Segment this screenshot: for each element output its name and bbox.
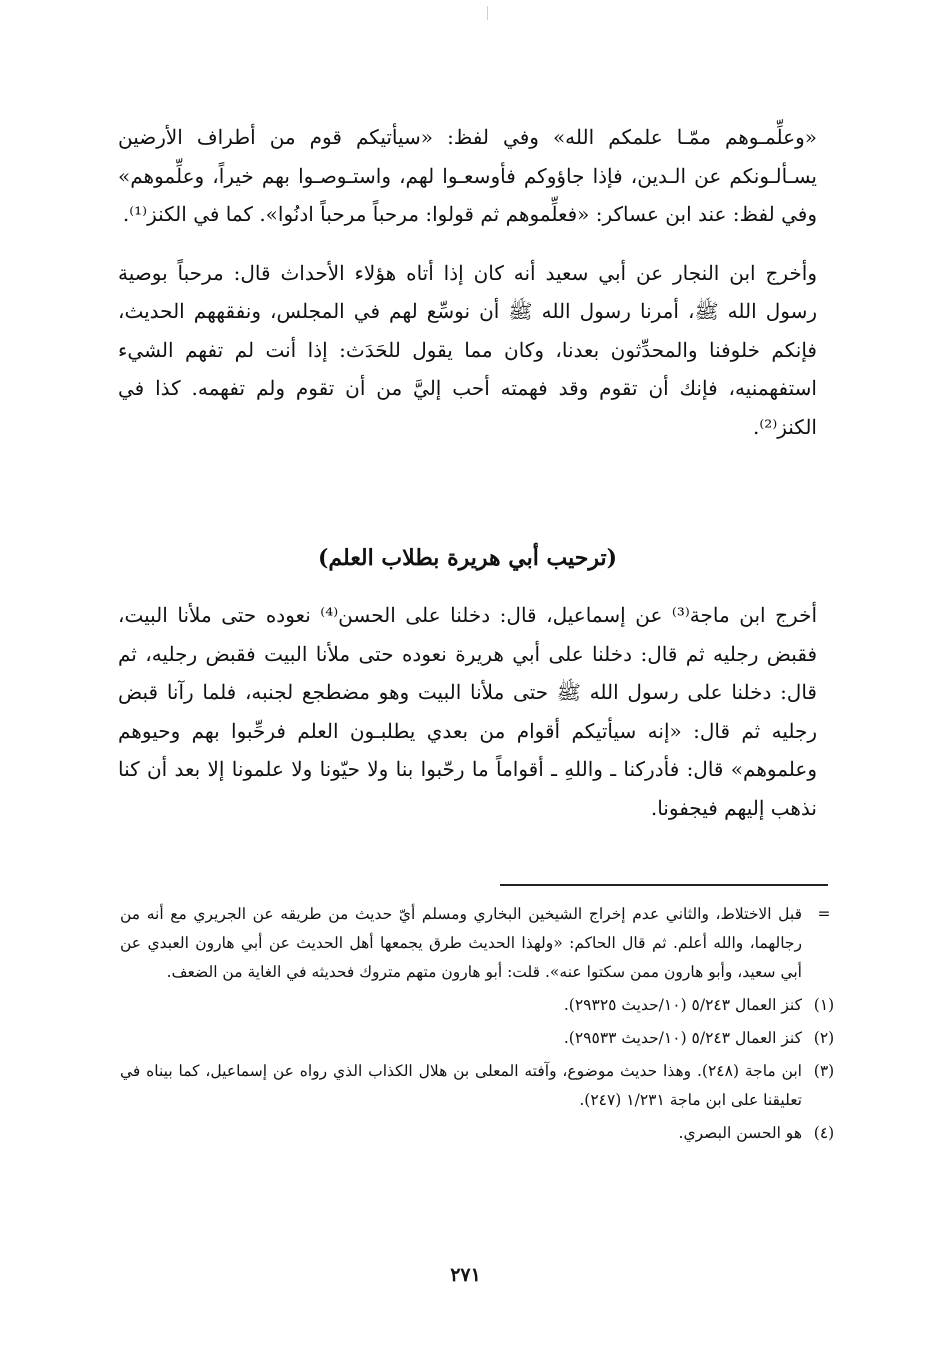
scan-mark (487, 6, 488, 20)
paragraph-2: وأخرج ابن النجار عن أبي سعيد أنه كان إذا أتاه هؤلاء الأحداث قال: مرحباً بوصية رسول الله ﷺ، أمرنا رسول الله ﷺ أن نوسِّع لهم في المجلس، ونفقههم الحديث، فإنكم خلوفنا والمحدِّثون بعدنا، وكان مما يقول للحَدَث: إذا أنت لم تفهم الشيء استفهمنيه، فإنك أن تقوم وقد فهمته أحب إليَّ من أن تقوم ولم تفهمه. كذا في الكنز⁽²⁾. (118, 260, 817, 439)
footnote-text: كنز العمال ٥/٢٤٣ (١٠/حديث ٢٩٣٢٥). (563, 996, 802, 1014)
paragraph-3: أخرج ابن ماجة⁽³⁾ عن إسماعيل، قال: دخلنا على الحسن⁽⁴⁾ نعوده حتى ملأنا البيت، فقبض رجليه ثم قال: دخلنا على أبي هريرة نعوده حتى ملأنا البيت فقبض رجليه، ثم قال: دخلنا على رسول الله ﷺ حتى ملأنا البيت وهو مضطجع لجنبه، فلما رآنا قبض رجليه ثم قال: «إنه سيأتيكم أقوام من بعدي يطلبـون العلم فرحِّبوا بهم وحيوهم وعلموهم» قال: فأدركنا ـ واللهِ ـ أقواماً ما رحّبوا بنا ولا حيّونا ولا علمونا إلا بعد أن كنا نذهب إليهم فيجفونا. (118, 603, 818, 820)
footnote-2 (120, 1024, 846, 1053)
footnote-text: ابن ماجة (٢٤٨). وهذا حديث موضوع، وآفته المعلى بن هلال الكذاب الذي رواه عن إسماعيل، كما بيناه في تعليقنا على ابن ماجة ١/٢٣١ (٢٤٧). (120, 1062, 802, 1109)
footnote-1 (120, 991, 846, 1020)
footnote-marker: (٢) (813, 1029, 835, 1047)
footnote-divider (500, 884, 828, 886)
footnote-4 (120, 1119, 846, 1148)
footnote-marker: (٤) (813, 1124, 835, 1142)
footnote-marker: = (817, 905, 831, 923)
main-text-2 (118, 596, 817, 827)
paragraph-1: «وعلِّمـوهم ممّـا علمكم الله» وفي لفظ: «سيأتيكم قوم من أطراف الأرضين يسـألـونكم عن الـدين، فإذا جاؤوكم فأوسعـوا لهم، واستـوصـوا بهم خيراً، وعلِّموهم» وفي لفظ: عند ابن عساكر: «فعلِّموهم ثم قولوا: مرحباً مرحباً ادنُوا». كما في الكنز⁽¹⁾. (118, 125, 817, 226)
footnote-marker: (٣) (813, 1062, 835, 1080)
footnote-text: قبل الاختلاط، والثاني عدم إخراج الشيخين البخاري ومسلم أيّ حديث من طريقه عن الجريري مع أنه من رجالهما، والله أعلم. ثم قال الحاكم: «ولهذا الحديث طرق يجمعها أهل الحديث عن أبي هارون العبدي عن أبي سعيد، وأبو هارون ممن سكتوا عنه». قلت: أبو هارون متهم متروك فحديثه في الغاية من الضعف. (120, 905, 802, 981)
main-text (118, 118, 817, 446)
section-heading: (ترحيب أبي هريرة بطلاب العلم) (317, 545, 618, 571)
footnote-marker: (١) (813, 996, 835, 1014)
footnote-text: هو الحسن البصري. (678, 1124, 802, 1142)
footnote-continuation (120, 900, 846, 987)
footnotes (120, 900, 846, 1148)
footnote-3 (120, 1057, 846, 1115)
page-number: ٢٧١ (450, 1264, 481, 1286)
footnote-text: كنز العمال ٥/٢٤٣ (١٠/حديث ٢٩٥٣٣). (563, 1029, 802, 1047)
